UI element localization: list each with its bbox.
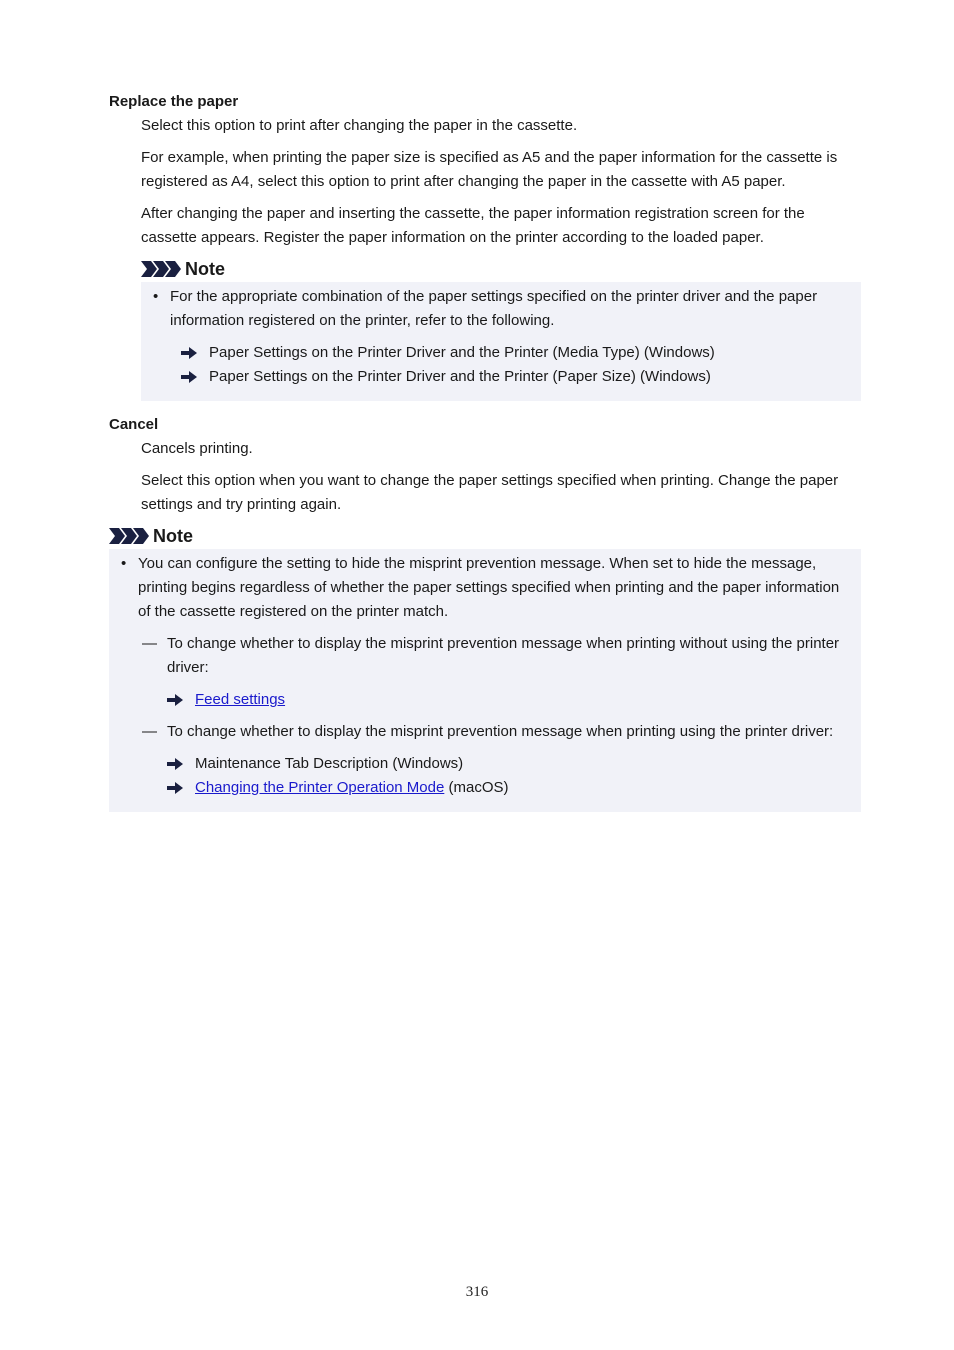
term-replace-paper: Replace the paper [109,93,239,110]
note-chevron-icon [109,527,151,545]
document-body [109,90,861,812]
page-number: 316 [465,1284,489,1300]
note-bullet-text: For the appropriate combination of the paper settings specified on the printer driver and the paper information registered on the printer, refer to the following. [170,288,818,329]
ref-media-type [181,341,845,365]
note-box-1 [141,282,861,401]
note-heading-1 [141,256,861,282]
note-label: Note [153,526,193,546]
right-arrow-icon [181,371,197,383]
note-bullet-text: You can configure the setting to hide the misprint prevention message. When set to hide the message, printing begins regardless of whether the paper settings specified when printing and the paper information of the cassette registered on the printer match. [138,555,840,620]
cancel-para-1: Cancels printing. [141,440,253,457]
ref-media-type-text: Paper Settings on the Printer Driver and the Printer (Media Type) (Windows) [209,344,715,361]
bullet-dot: • [121,555,127,572]
term-cancel: Cancel [109,416,159,433]
dash-symbol: — [142,635,157,652]
right-arrow-icon [167,782,183,794]
ref-paper-size-text: Paper Settings on the Printer Driver and the Printer (Paper Size) (Windows) [209,368,711,385]
note-label: Note [185,259,225,279]
note-chevron-icon [141,260,183,278]
operation-mode-suffix: (macOS) [444,779,509,796]
bullet-dot: • [153,288,159,305]
replace-para-2: For example, when printing the paper size is specified as A5 and the paper information for the cassette is registered as A4, select this option to print after changing the paper in the cassette with A5 paper. [141,149,838,190]
operation-mode-link[interactable]: Changing the Printer Operation Mode [195,779,445,796]
note-heading-2 [109,523,861,549]
right-arrow-icon [181,347,197,359]
feed-settings-link[interactable]: Feed settings [195,691,286,708]
right-arrow-icon [167,758,183,770]
dash-symbol: — [142,723,157,740]
link-feed-settings-row [167,688,845,712]
dash-item-without-driver [138,632,845,680]
cancel-description [141,437,861,517]
right-arrow-icon [167,694,183,706]
dash-text: To change whether to display the misprint prevention message when printing using the printer driver: [167,723,834,740]
maintenance-tab-row [167,752,845,776]
dash-item-with-driver [138,720,845,744]
dash-text: To change whether to display the misprint prevention message when printing without using the printer driver: [167,635,840,676]
cancel-para-2: Select this option when you want to change the paper settings specified when printing. Change the paper settings and try printing again. [141,472,839,513]
operation-mode-line [195,776,509,800]
note-bullet [153,285,845,333]
note-box-2 [109,549,861,812]
note-bullet [121,552,845,624]
replace-para-1: Select this option to print after changing the paper in the cassette. [141,117,578,134]
replace-para-3: After changing the paper and inserting the cassette, the paper information registration screen for the cassette appears. Register the paper information on the printer according to the loaded paper. [141,205,805,246]
ref-paper-size [181,365,845,389]
operation-mode-row [167,776,845,800]
replace-description [141,114,861,401]
maintenance-tab-text: Maintenance Tab Description (Windows) [195,755,464,772]
